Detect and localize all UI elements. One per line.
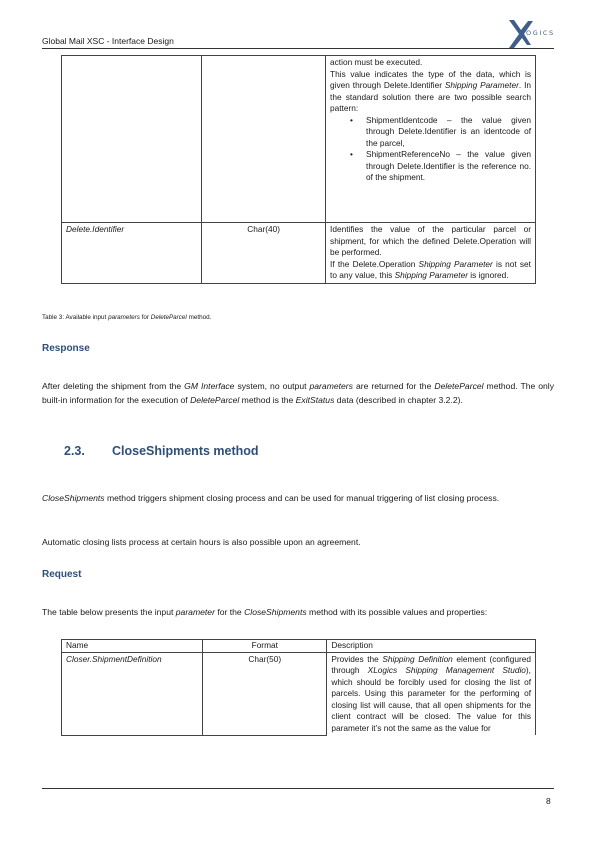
cell-name: Closer.ShipmentDefinition [62,652,203,735]
list-item: • ShipmentReferenceNo – the value given through Delete.Identifier is the reference no. of the shipment. [350,149,531,182]
logo-text: LOGICS [521,29,555,37]
cell-name: Delete.Identifier [62,223,202,284]
close-shipments-parameters-table [61,639,536,736]
section-number: 2.3. [64,444,85,458]
xlogics-logo [505,18,565,50]
section-heading [64,444,259,458]
footer-rule [42,788,554,789]
table-caption: Table 3: Available input parameters for DeleteParcel method. [42,314,212,321]
table-row [62,56,536,223]
response-paragraph: After deleting the shipment from the GM Interface system, no output parameters are returned for the DeleteParcel method. The only built-in information for the execution of DeleteParcel method is the ExitStatus data (described in chapter 3.2.2). [42,381,555,405]
desc-line: action must be executed. [330,57,423,67]
request-paragraph: The table below presents the input parameter for the CloseShipments method with its possible values and properties: [42,607,488,617]
list-item: • ShipmentIdentcode – the value given through Delete.Identifier is an identcode of the parcel, [350,114,531,148]
page-number: 8 [546,796,551,806]
bullet-list [330,115,531,184]
request-heading: Request [42,569,82,580]
cell-description: Provides the Shipping Definition element (configured through XLogics Shipping Management Studio), which should be forcibly used for closing the list of parcels. Using this parameter for the performing of closing list will cause, that all open shipments for the client contract will be closed. The value for this parameter it’s not the same as the value for [327,652,536,735]
response-heading: Response [42,343,90,354]
header-rule [42,48,554,49]
cell-format [202,56,326,223]
section-title: CloseShipments method [112,444,259,458]
column-header-description: Description [327,640,536,653]
cell-format: Char(50) [203,652,327,735]
table-row [62,652,536,735]
cell-format: Char(40) [202,223,326,284]
table-header-row [62,640,536,653]
desc-line: This value indicates the type of the data, which is given through Delete.Identifier Shipping Parameter. In the standard solution there are two possible search pattern: [330,68,531,113]
section-paragraph: CloseShipments method triggers shipment closing process and can be used for manual triggering of list closing process. [42,493,500,503]
table-row [62,223,536,284]
parameters-table-continued [61,55,536,284]
column-header-name: Name [62,640,203,653]
cell-name [62,56,202,223]
section-paragraph: Automatic closing lists process at certain hours is also possible upon an agreement. [42,537,361,547]
header-title: Global Mail XSC - Interface Design [42,36,174,46]
cell-description: Identifies the value of the particular parcel or shipment, for which the defined Delete.Operation will be performed. If the Delete.Operation Shipping Parameter is not set to any value, this Shipping Parameter is ignored. [326,223,536,284]
column-header-format: Format [203,640,327,653]
cell-description [326,56,536,223]
